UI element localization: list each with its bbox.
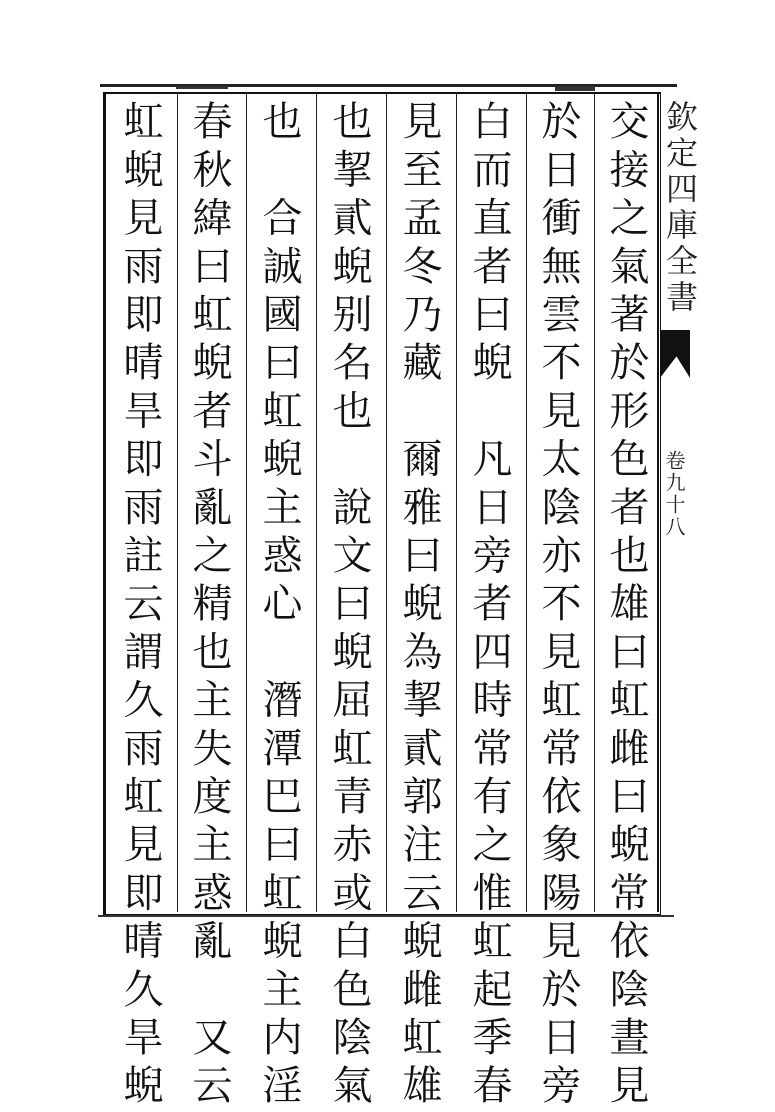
frame-right-rule bbox=[657, 92, 659, 912]
margin-book-title: 欽定四庫全書 bbox=[661, 100, 699, 316]
text-column-8: 虹蜺見雨即晴旱即雨註云謂久雨虹見即晴久旱蜺 bbox=[117, 100, 163, 1112]
text-column-5: 也挈貳蜺别名也 說文曰蜺屈虹青赤或白色陰氣 bbox=[326, 100, 372, 1112]
column-divider bbox=[246, 92, 247, 912]
text-column-6: 也 合誠國曰虹蜺主惑心 潛潭巴曰虹蜺主内淫 bbox=[256, 100, 302, 1112]
margin-juan-number: 卷九十八 bbox=[662, 450, 686, 538]
fish-tail-mark bbox=[660, 330, 690, 378]
column-divider bbox=[526, 92, 527, 912]
text-column-2: 於日衝無雲不見太陰亦不見虹常依象陽見於日旁 bbox=[535, 100, 581, 1112]
column-divider bbox=[316, 92, 317, 912]
top-tick-mark bbox=[555, 86, 595, 91]
column-divider bbox=[177, 92, 178, 912]
text-column-7: 春秋緯曰虹蜺者斗亂之精也主失度主惑亂 又云 bbox=[186, 100, 232, 1112]
text-column-4: 見至孟冬乃藏 爾雅曰蜺為挈貳郭注云蜺雌虹雄 bbox=[396, 100, 442, 1112]
text-column-3: 白而直者曰蜺 凡日旁者四時常有之惟虹起季春 bbox=[466, 100, 512, 1112]
column-divider bbox=[594, 92, 595, 912]
column-divider bbox=[456, 92, 457, 912]
column-divider bbox=[386, 92, 387, 912]
top-tick-mark bbox=[176, 86, 228, 89]
text-column-1: 交接之氣著於形色者也雄曰虹雌曰蜺常依陰晝見 bbox=[603, 100, 649, 1112]
